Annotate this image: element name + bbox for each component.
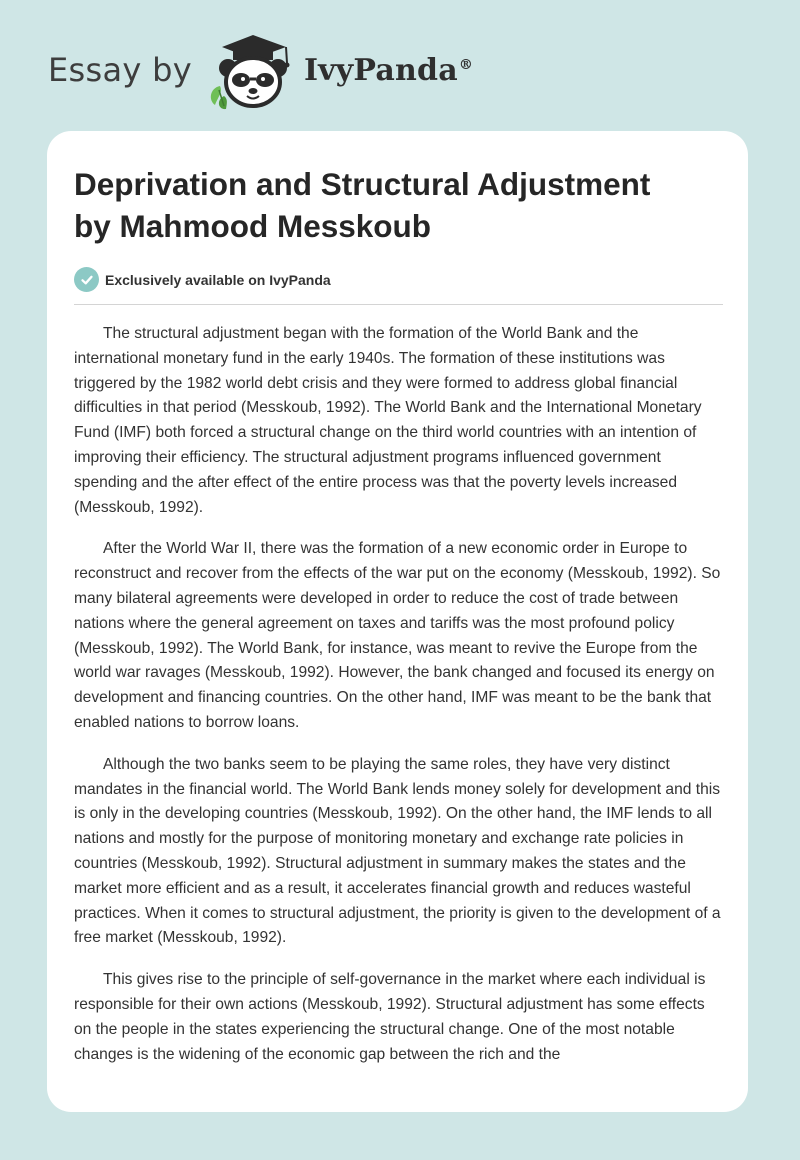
- site-header: [48, 30, 473, 110]
- essay-paragraph: The structural adjustment began with the formation of the World Bank and the international monetary fund in the early 1940s. The formation of these institutions was triggered by the 1982 world debt crisis and they were formed to address global financial difficulties in that period (Messkoub, 1992). The World Bank and the International Monetary Fund (IMF) both forced a structural change on the third world countries with an intention of improving their efficiency. The structural adjustment programs influenced government spending and the after effect of the entire process was that the poverty levels increased (Messkoub, 1992).: [74, 325, 702, 516]
- essay-title-line-1: Deprivation and Structural Adjustment: [74, 166, 651, 202]
- check-circle-icon: [74, 267, 99, 292]
- essay-title: [74, 163, 723, 247]
- essay-title-line-2: by Mahmood Messkoub: [74, 208, 432, 244]
- exclusive-badge-label: Exclusively available on IvyPanda: [105, 271, 331, 288]
- registered-mark: ®: [458, 56, 474, 73]
- ivypanda-logo-icon: [206, 30, 298, 110]
- essay-paragraph: After the World War II, there was the formation of a new economic order in Europe to reconstruct and recover from the effects of the war put on the economy (Messkoub, 1992). So many bilateral agreements were developed in order to reduce the cost of trade between nations where the general agreement on taxes and tariffs was the most profound policy (Messkoub, 1992). The World Bank, for instance, was meant to revive the Europe from the world war ravages (Messkoub, 1992). However, the bank changed and focused its energy on development and financing countries. On the other hand, IMF was meant to be the bank that enabled nations to borrow loans.: [74, 540, 721, 731]
- essay-by-label: Essay by: [48, 51, 192, 89]
- brand-name: IvyPanda®: [303, 52, 474, 88]
- exclusive-badge: [74, 267, 723, 292]
- essay-paragraph: Although the two banks seem to be playing the same roles, they have very distinct mandates in the financial world. The World Bank lends money solely for development and this is only in the developing countries (Messkoub, 1992). On the other hand, the IMF lends to all nations and mostly for the purpose of monitoring monetary and exchange rate policies in countries (Messkoub, 1992). Structural adjustment in summary makes the states and the market more efficient and as a result, it accelerates financial growth and reduces wasteful practices. When it comes to structural adjustment, the priority is given to the development of a free market (Messkoub, 1992).: [74, 755, 721, 947]
- essay-card: [47, 131, 748, 1112]
- title-divider: [74, 304, 723, 305]
- essay-body: [74, 322, 723, 1067]
- essay-paragraph: This gives rise to the principle of self-governance in the market where each individual is responsible for their own actions (Messkoub, 1992). Structural adjustment has some effects on the people in the states experiencing the structural change. One of the most notable changes is the widening of the economic gap between the rich and the: [74, 971, 706, 1063]
